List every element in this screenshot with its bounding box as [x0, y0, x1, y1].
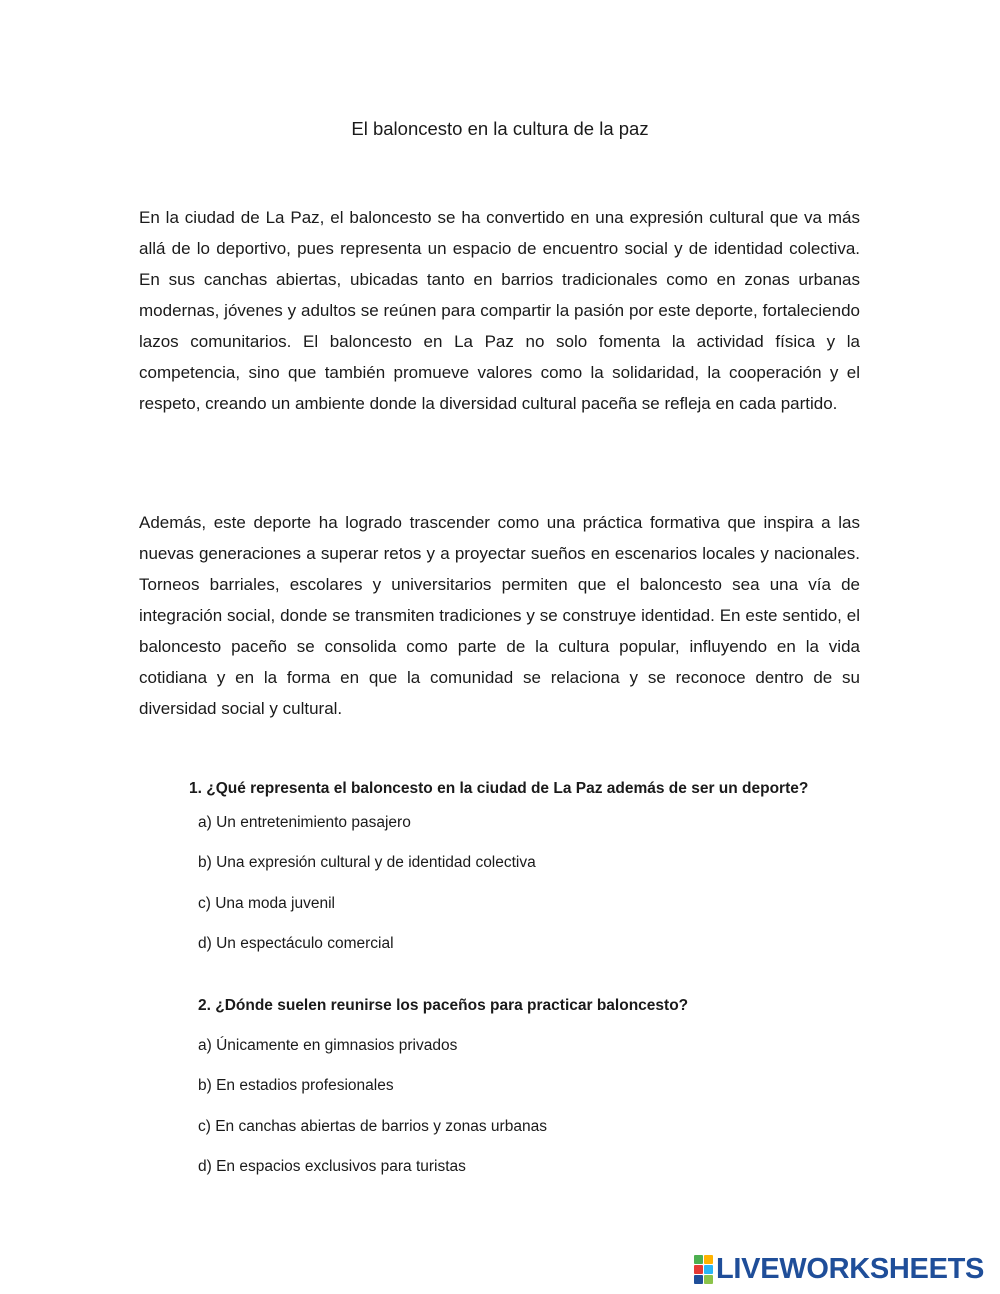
- logo-tile: [704, 1265, 713, 1274]
- question-2-option-a[interactable]: a) Únicamente en gimnasios privados: [198, 1037, 458, 1054]
- document-title: El baloncesto en la cultura de la paz: [351, 118, 649, 139]
- paragraph-2: Además, este deporte ha logrado trascender como una práctica formativa que inspira a las nuevas generaciones a superar retos y a proyectar sueños en escenarios locales y nacionales. Torneos barriales, escolares y universitarios permiten que el baloncesto sea una vía de integración social, donde se transmiten tradiciones y se construye identidad. En este sentido, el baloncesto paceño se consolida como parte de la cultura popular, influyendo en la vida cotidiana y en la forma en que la comunidad se relaciona y se reconoce dentro de su diversidad social y cultural.: [139, 513, 860, 718]
- question-1-option-b[interactable]: b) Una expresión cultural y de identidad colectiva: [198, 854, 536, 871]
- question-2-option-b[interactable]: b) En estadios profesionales: [198, 1077, 394, 1094]
- question-2-option-c[interactable]: c) En canchas abiertas de barrios y zonas urbanas: [198, 1118, 547, 1135]
- question-1-option-a[interactable]: a) Un entretenimiento pasajero: [198, 814, 411, 831]
- liveworksheets-logo-icon: [694, 1255, 713, 1284]
- logo-tile: [694, 1275, 703, 1284]
- paragraph-1: En la ciudad de La Paz, el baloncesto se ha convertido en una expresión cultural que va más allá de lo deportivo, pues representa un espacio de encuentro social y de identidad colectiva. En sus canchas abiertas, ubicadas tanto en barrios tradicionales como en zonas urbanas modernas, jóvenes y adultos se reúnen para compartir la pasión por este deporte, fortaleciendo lazos comunitarios. El baloncesto en La Paz no solo fomenta la actividad física y la competencia, sino que también promueve valores como la solidaridad, la cooperación y el respeto, creando un ambiente donde la diversidad cultural paceña se refleja en cada partido.: [139, 208, 860, 413]
- logo-tile: [694, 1255, 703, 1264]
- question-1: 1. ¿Qué representa el baloncesto en la ciudad de La Paz además de ser un deporte?: [189, 780, 809, 797]
- liveworksheets-brand: [694, 1254, 984, 1284]
- question-2-option-d[interactable]: d) En espacios exclusivos para turistas: [198, 1158, 466, 1175]
- question-2: 2. ¿Dónde suelen reunirse los paceños para practicar baloncesto?: [198, 997, 689, 1014]
- logo-tile: [694, 1265, 703, 1274]
- logo-tile: [704, 1255, 713, 1264]
- liveworksheets-wordmark: LIVEWORKSHEETS: [716, 1253, 985, 1285]
- question-1-option-d[interactable]: d) Un espectáculo comercial: [198, 935, 394, 952]
- logo-tile: [704, 1275, 713, 1284]
- question-1-option-c[interactable]: c) Una moda juvenil: [198, 895, 335, 912]
